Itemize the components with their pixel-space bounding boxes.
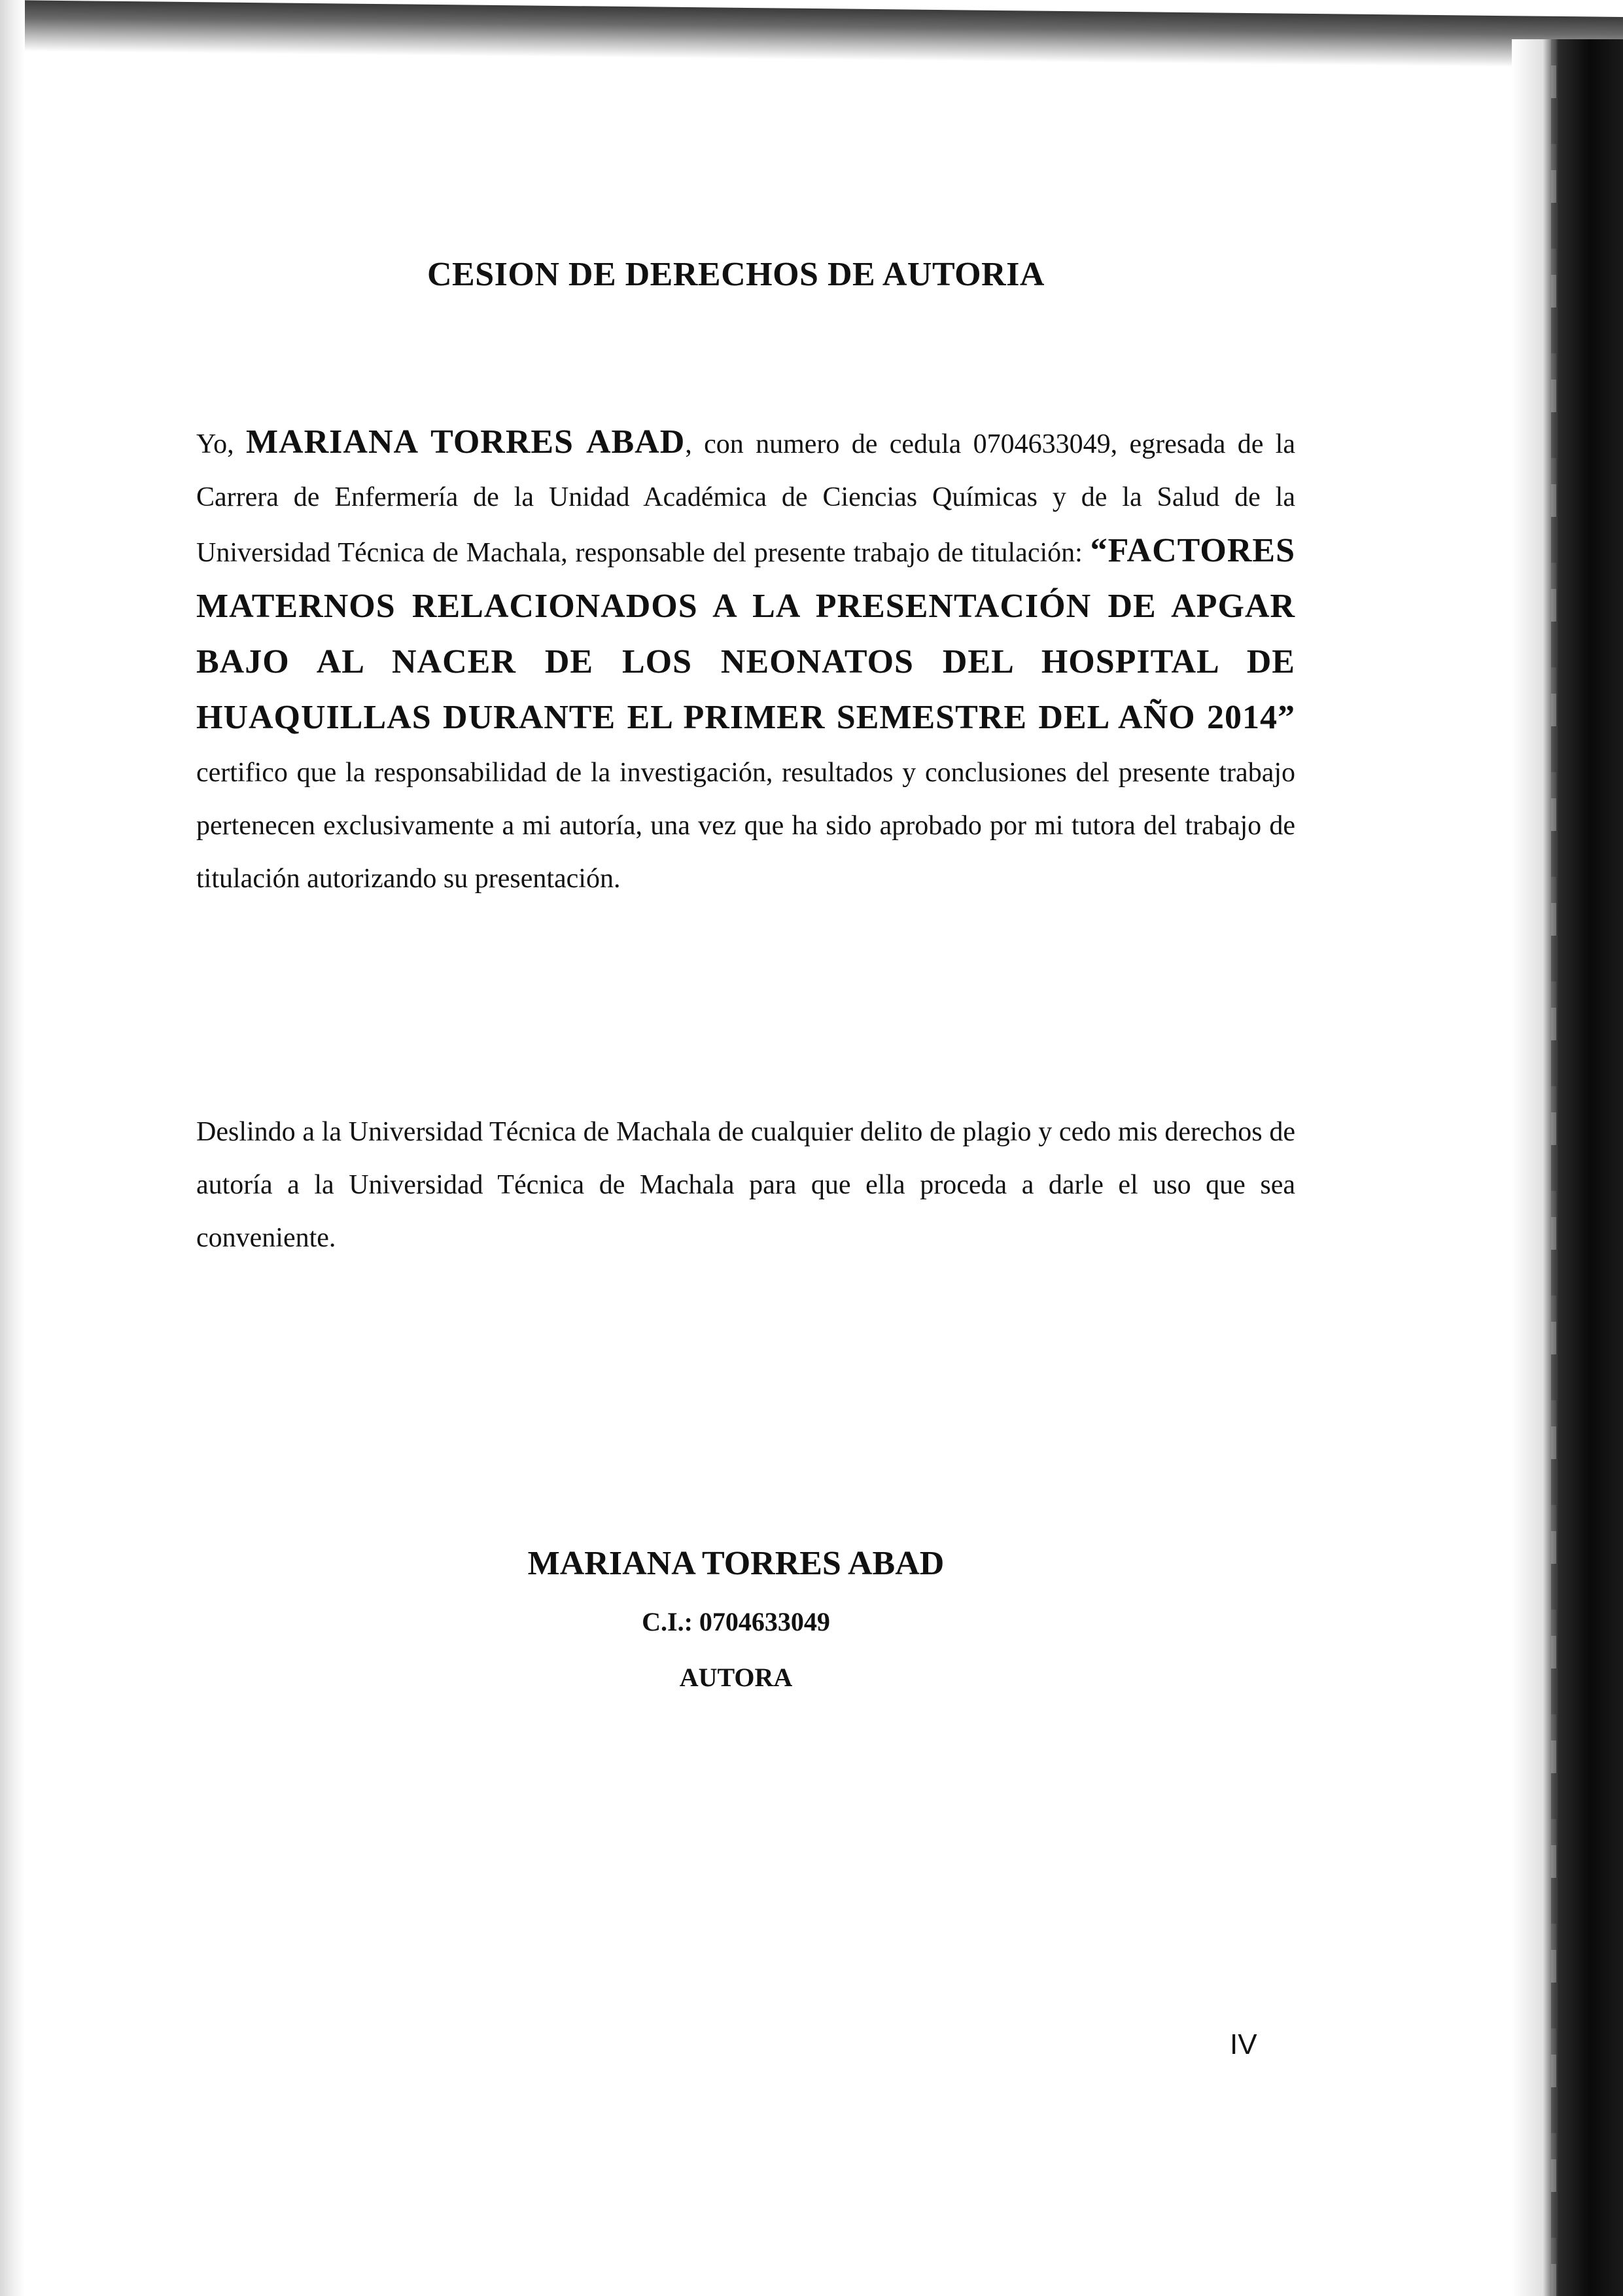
declaration-text-a: , con numero de cedula 0704633049, egresada de la Carrera de Enfermería de la Unidad Académica de Ciencias Químicas y de la Salud de la Universidad Técnica de Machala, responsable del presente trabajo de titulación:	[196, 429, 1295, 568]
scan-left-edge	[0, 0, 25, 2296]
declaration-paragraph	[196, 415, 1295, 906]
declaration-text-b: certifico que la responsabilidad de la investigación, resultados y conclusiones del presente trabajo pertenecen exclusivamente a mi autoría, una vez que ha sido aprobado por mi tutora del trabajo de titulación autorizando su presentación.	[196, 758, 1295, 894]
author-name: MARIANA TORRES ABAD	[245, 423, 686, 461]
document-title: CESION DE DERECHOS DE AUTORIA	[427, 256, 1045, 293]
scan-top-edge	[0, 0, 1623, 68]
page-number: IV	[1230, 2028, 1257, 2060]
signature-role: AUTORA	[679, 1663, 793, 1692]
intro-text: Yo,	[196, 429, 246, 459]
scan-right-edge	[1512, 39, 1623, 2296]
thesis-title: “FACTORES MATERNOS RELACIONADOS A LA PRESENTACIÓN DE APGAR BAJO AL NACER DE LOS NEONATOS DEL HOSPITAL DE HUAQUILLAS DURANTE EL PRIMER SEMESTRE DEL AÑO 2014”	[196, 532, 1295, 736]
rights-transfer-paragraph: Deslindo a la Universidad Técnica de Machala de cualquier delito de plagio y cedo mis derechos de autoría a la Universidad Técnica de Machala para que ella proceda a darle el uso que sea conveniente.	[196, 1117, 1295, 1253]
signature-id: C.I.: 0704633049	[642, 1607, 830, 1636]
signature-name: MARIANA TORRES ABAD	[527, 1545, 945, 1582]
